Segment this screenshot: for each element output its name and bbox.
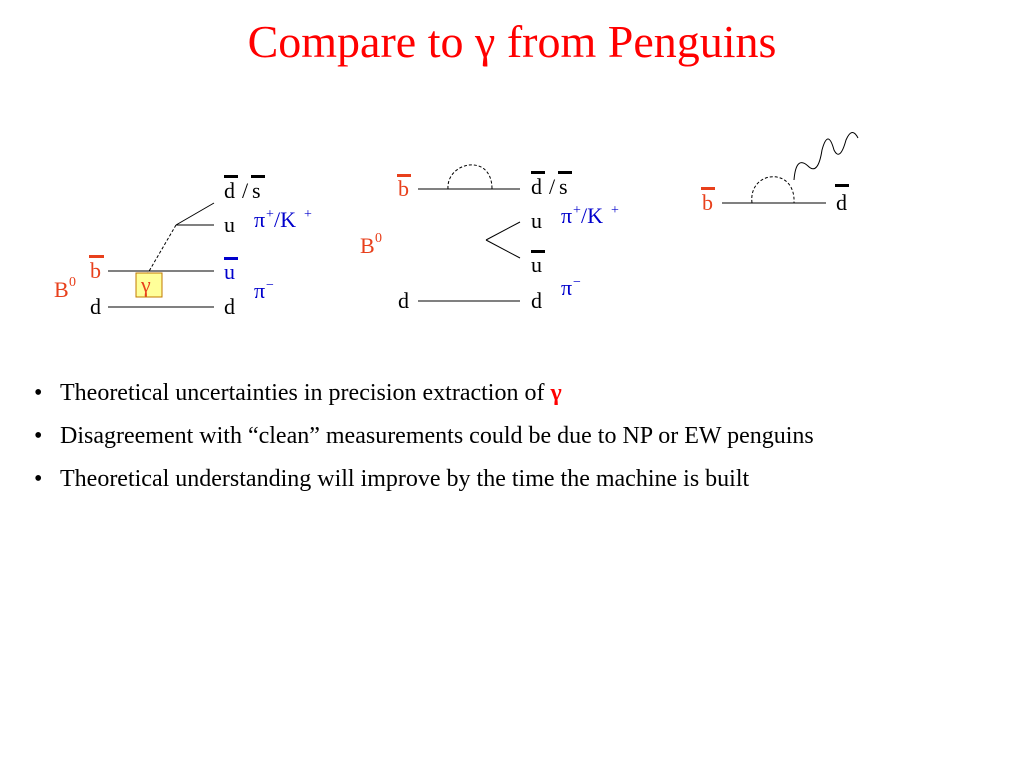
- bullet-marker: •: [34, 466, 43, 492]
- bullet-item: [34, 466, 1004, 509]
- quark-b-bar-2: b: [398, 176, 409, 201]
- photon-wavy-line: [794, 132, 858, 180]
- svg-text:+: +: [304, 207, 312, 222]
- bullet-list: [34, 380, 1004, 509]
- feynman-diagrams: [0, 0, 1024, 360]
- diagram-penguin-hadronic: [360, 165, 619, 313]
- diagram-radiative-penguin: [701, 132, 858, 215]
- w-boson-line: [148, 225, 176, 273]
- pi-minus-label: π: [254, 278, 266, 303]
- bullet-text: Theoretical understanding will improve by the time the machine is built: [60, 466, 750, 492]
- bullet-marker: •: [34, 380, 43, 406]
- bullet-text: Theoretical uncertainties in precision extraction of: [60, 380, 551, 406]
- quark-d-bar-3: d: [836, 190, 847, 215]
- quark-u-out-2: u: [531, 208, 542, 233]
- svg-text:−: −: [266, 278, 274, 293]
- meson-b0: B: [54, 277, 69, 302]
- quark-d-bar-out: d: [224, 178, 235, 203]
- diagram-tree-emission: [54, 175, 312, 319]
- quark-d-in-2: d: [398, 288, 409, 313]
- quark-b-bar-3: b: [702, 190, 713, 215]
- gamma-box-label: γ: [141, 272, 151, 297]
- quark-u-bar-out: u: [224, 259, 235, 284]
- bullet-gamma-symbol: γ: [550, 380, 562, 406]
- svg-text:+: +: [266, 207, 274, 222]
- pi-plus-label: π: [254, 207, 266, 232]
- svg-text:/: /: [549, 174, 556, 199]
- w-loop-3: [752, 177, 794, 203]
- meson-b0-2: B: [360, 233, 375, 258]
- svg-text:/: /: [242, 178, 249, 203]
- pi-plus-label-2: π: [561, 203, 573, 228]
- bullet-text: Disagreement with “clean” measurements could be due to NP or EW penguins: [60, 423, 814, 449]
- quark-d-out: d: [224, 294, 235, 319]
- title-prefix: Compare to: [247, 16, 475, 67]
- svg-text:+: +: [573, 203, 581, 218]
- title-suffix: from Penguins: [495, 16, 777, 67]
- title-gamma-symbol: γ: [474, 16, 496, 67]
- svg-text:−: −: [573, 275, 581, 290]
- quark-d-bar-out-2: d: [531, 174, 542, 199]
- svg-text:0: 0: [69, 275, 76, 290]
- bullet-item: [34, 380, 1004, 423]
- quark-b-bar: b: [90, 258, 101, 283]
- bullet-marker: •: [34, 423, 43, 449]
- quark-u-out: u: [224, 212, 235, 237]
- pi-minus-label-2: π: [561, 275, 573, 300]
- quark-d-in: d: [90, 294, 101, 319]
- k-plus-label-2: /K: [581, 203, 603, 228]
- quark-s-bar-out: s: [252, 178, 261, 203]
- svg-text:+: +: [611, 203, 619, 218]
- quark-d-out-2: d: [531, 288, 542, 313]
- quark-s-bar-out-2: s: [559, 174, 568, 199]
- bullet-item: [34, 423, 1004, 466]
- quark-u-bar-out-2: u: [531, 252, 542, 277]
- w-loop: [448, 165, 492, 189]
- svg-text:0: 0: [375, 231, 382, 246]
- k-plus-label: /K: [274, 207, 296, 232]
